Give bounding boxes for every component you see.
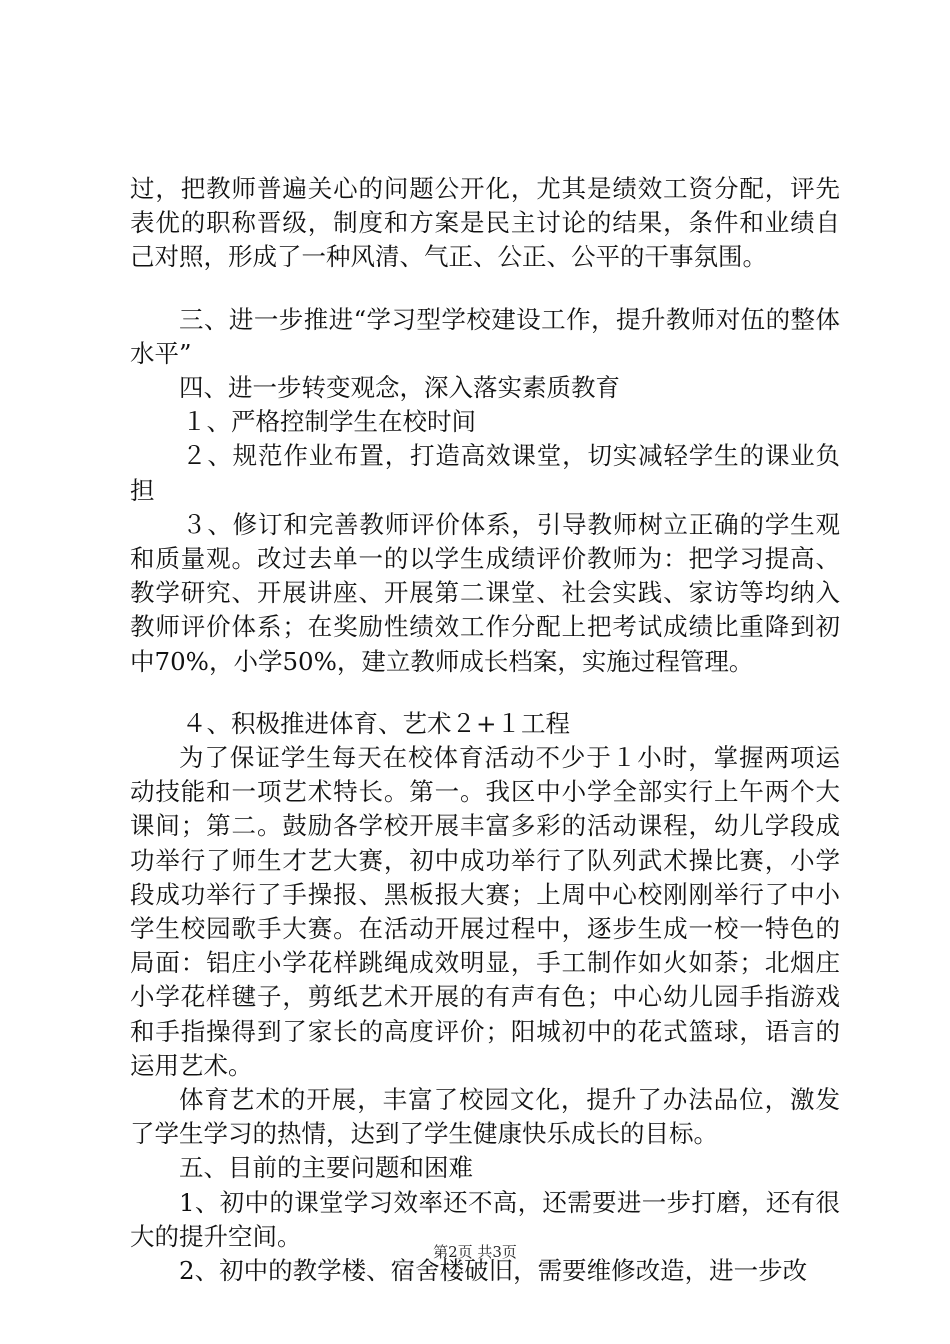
item-evaluation-system: ３、修订和完善教师评价体系，引导教师树立正确的学生观和质量观。改过去单一的以学生成绩评价教师为：把学习提高、教学研究、开展讲座、开展第二课堂、社会实践、家访等均纳入教师评价体系；在奖励性绩效工作分配上把考试成绩比重降到初中70%，小学50%，建立教师成长档案，实施过程管理。 [130, 509, 840, 676]
heading-learning-school: 三、进一步推进“学习型学校建设工作，提升教师对伍的整体水平” [130, 304, 840, 368]
paragraph-sports-summary: 体育艺术的开展，丰富了校园文化，提升了办法品位，激发了学生学习的热情，达到了学生健康快乐成长的目标。 [130, 1085, 840, 1149]
item-homework: ２、规范作业布置，打造高效课堂，切实减轻学生的课业负担 [130, 441, 840, 505]
paragraph-performance-pay: 过，把教师普遍关心的问题公开化，尤其是绩效工资分配，评先表优的职称晋级，制度和方案是民主讨论的结果，条件和业绩自己对照，形成了一种风清、气正、公正、公平的干事氛围。 [130, 174, 840, 272]
item-classroom-efficiency: 1、初中的课堂学习效率还不高，还需要进一步打磨，还有很大的提升空间。 [130, 1187, 840, 1251]
item-school-time: １、严格控制学生在校时间 [182, 407, 476, 437]
document-body [130, 172, 840, 1288]
heading-problems: 五、目前的主要问题和困难 [179, 1153, 473, 1183]
item-sports-arts: ４、积极推进体育、艺术２+１工程 [182, 708, 571, 738]
page-footer: 第2页 共3页 [433, 1243, 517, 1261]
paragraph-activities: 为了保证学生每天在校体育活动不少于１小时，掌握两项运动技能和一项艺术特长。第一。我区中小学全部实行上午两个大课间；第二。鼓励各学校开展丰富多彩的活动课程，幼儿学段成功举行了师生才艺大赛，初中成功举行了队列武术操比赛，小学段成功举行了手操报、黑板报大赛；上周中心校刚刚举行了中小学生校园歌手大赛。在活动开展过程中，逐步生成一校一特色的局面：铝庄小学花样跳绳成效明显，手工制作如火如荼；北烟庄小学花样毽子，剪纸艺术开展的有声有色；中心幼儿园手指游戏和手指操得到了家长的高度评价；阳城初中的花式篮球，语言的运用艺术。 [130, 743, 840, 1080]
item-buildings: 2、初中的教学楼、宿舍楼破旧，需要维修改造，进一步改 [179, 1256, 808, 1286]
heading-quality-education: 四、进一步转变观念，深入落实素质教育 [179, 373, 620, 403]
